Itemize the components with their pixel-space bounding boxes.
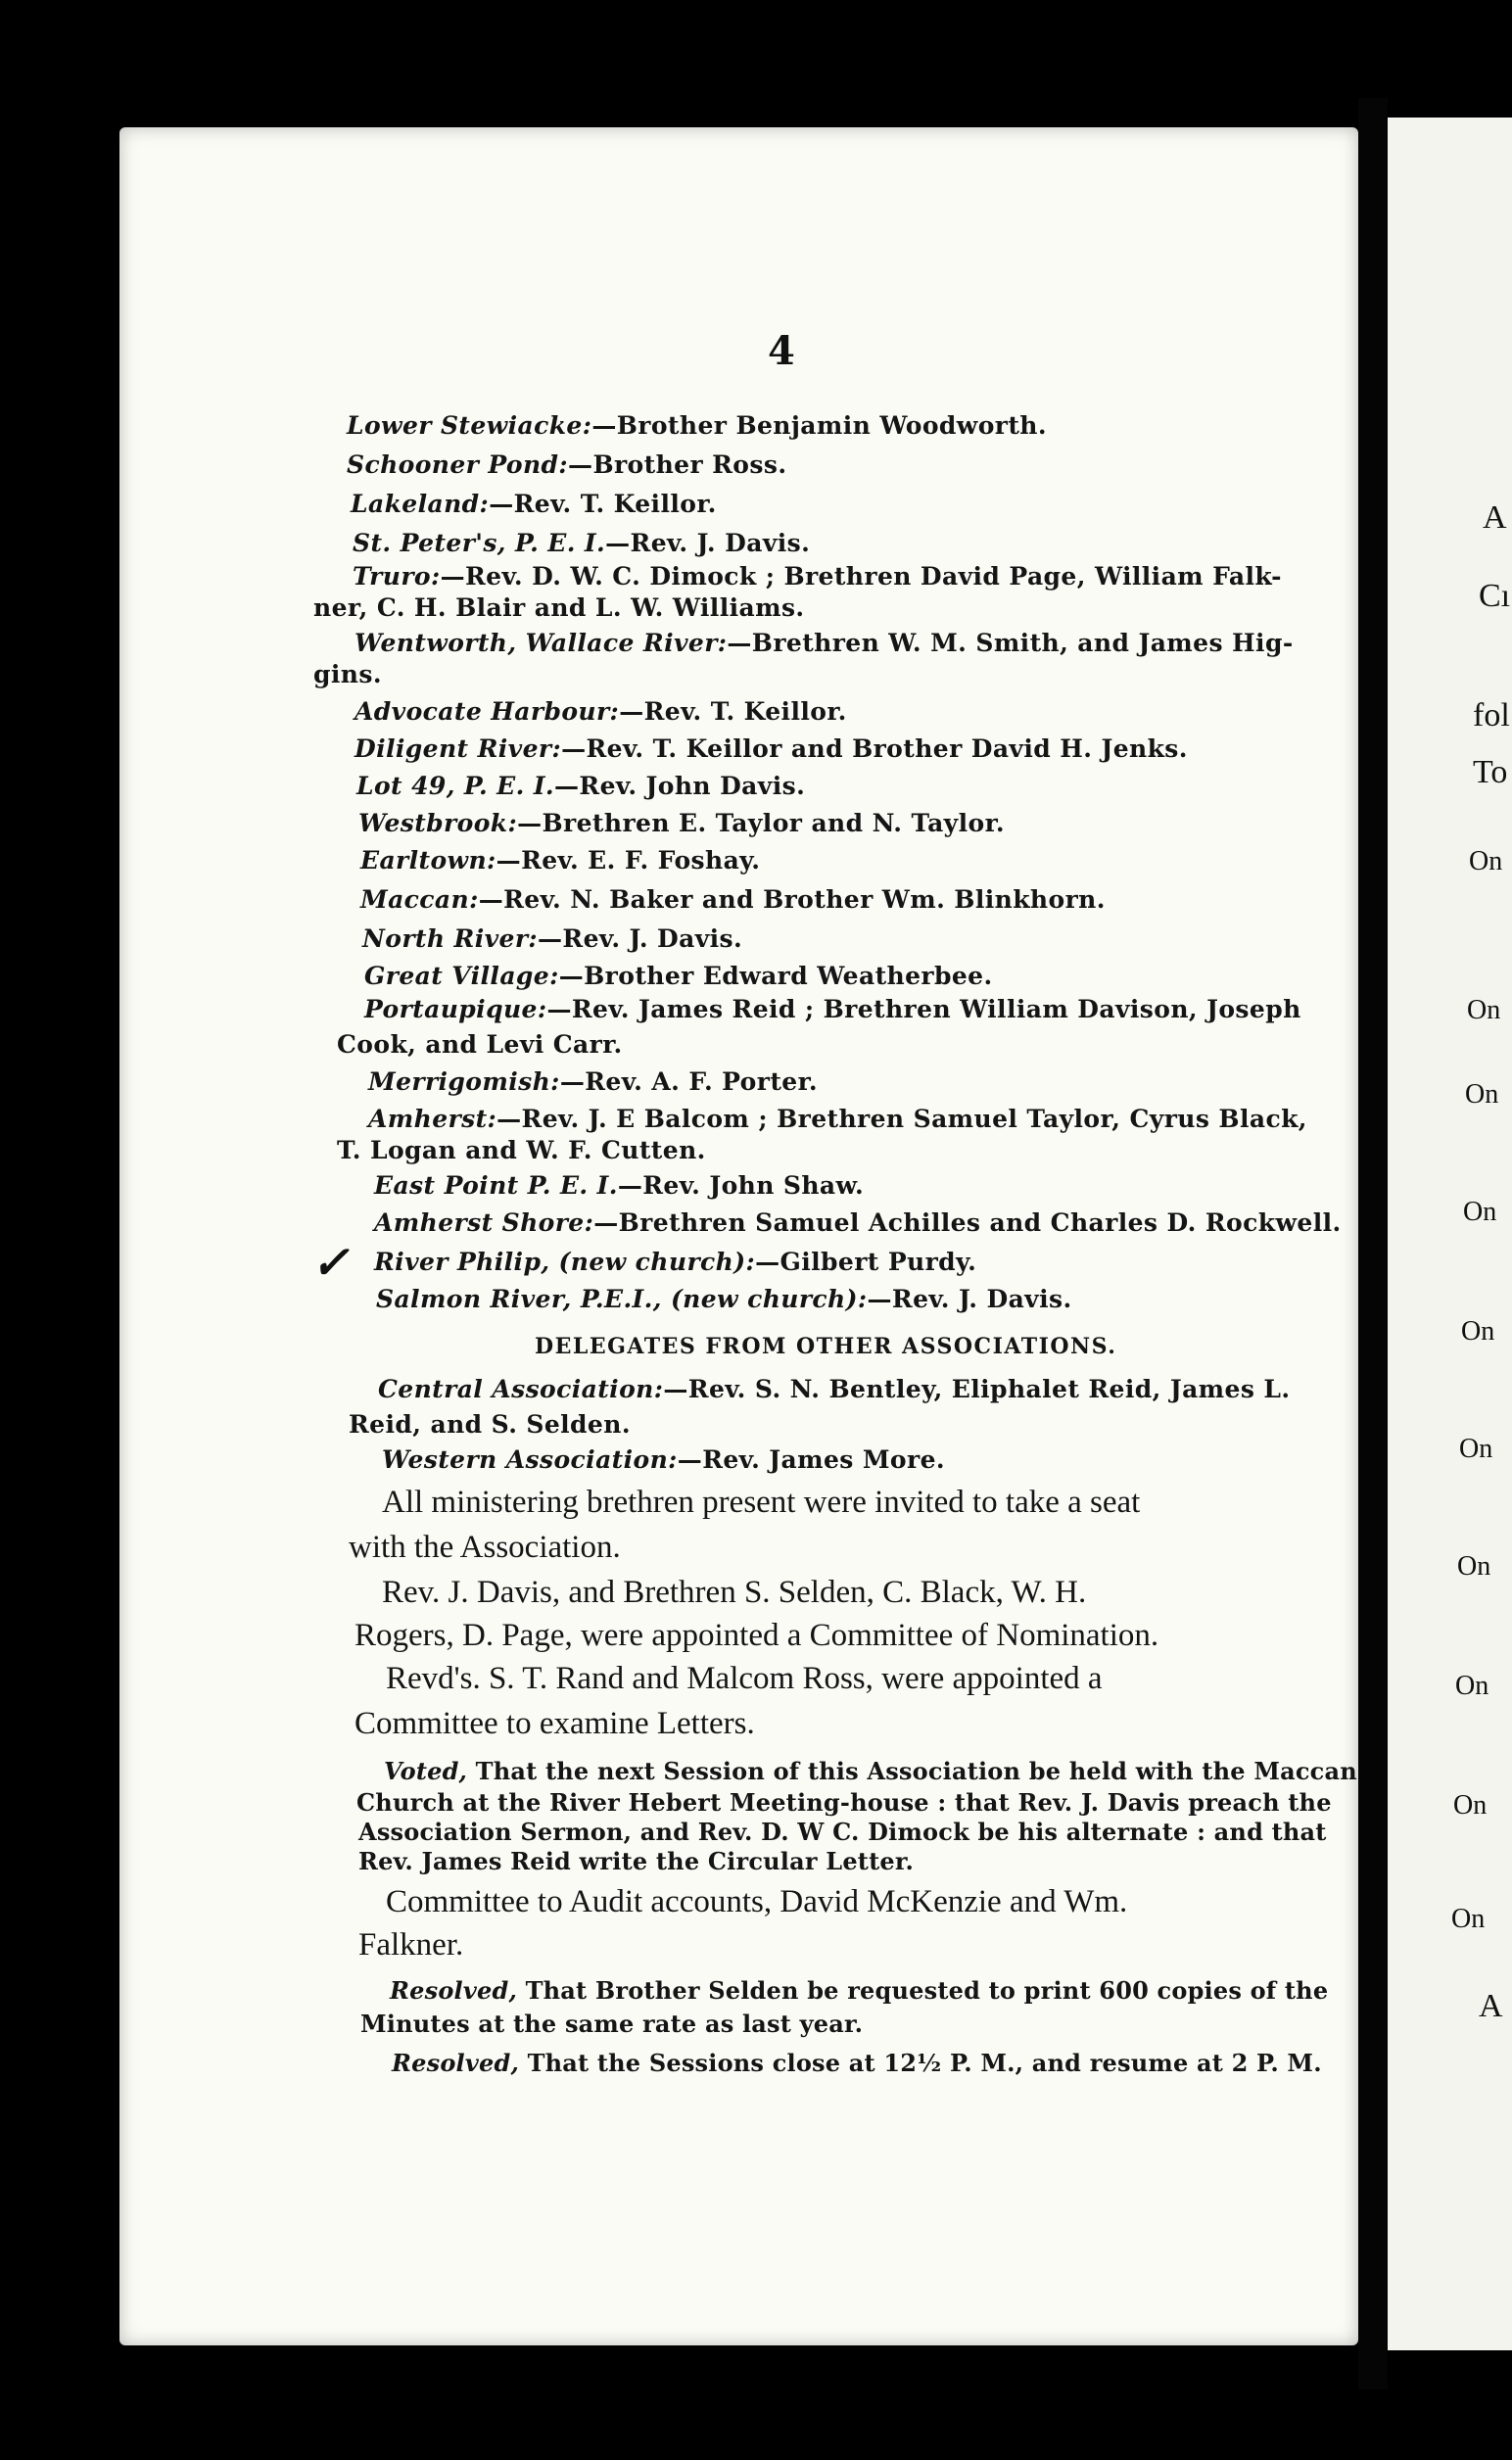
- text-line: [384, 1757, 1357, 1785]
- line-text: —Brethren W. M. Smith, and James Hig-: [727, 629, 1294, 657]
- line-text: Cook, and Levi Carr.: [337, 1030, 623, 1059]
- place-name: Merrigomish:: [368, 1067, 560, 1096]
- line-text: —Rev. John Shaw.: [617, 1171, 865, 1200]
- line-text: That the Sessions close at 12½ P. M., and resume at 2 P. M.: [519, 2049, 1322, 2077]
- line-text: —Rev. S. N. Bentley, Eliphalet Reid, James L.: [663, 1375, 1291, 1403]
- place-name: Lakeland:: [351, 490, 490, 518]
- paragraph-line: Committee to Audit accounts, David McKenzie and Wm.: [386, 1884, 1128, 1919]
- text-line: [351, 490, 717, 518]
- line-text: —Rev. T. Keillor and Brother David H. Jenks.: [561, 734, 1188, 763]
- text-line: [364, 995, 1301, 1023]
- line-text: —Gilbert Purdy.: [755, 1248, 977, 1276]
- place-name: Wentworth, Wallace River:: [354, 629, 728, 657]
- text-line: [374, 1248, 976, 1276]
- text-line: [392, 2049, 1322, 2077]
- line-text: —Rev. J. Davis.: [867, 1285, 1072, 1313]
- text-line: [390, 1976, 1328, 2005]
- line-text: —Rev. John Davis.: [554, 772, 806, 800]
- facing-page-word: Cı: [1479, 578, 1511, 614]
- paragraph-line: Rogers, D. Page, were appointed a Committee of Nomination.: [354, 1618, 1159, 1653]
- facing-page-word: To: [1473, 754, 1508, 790]
- facing-page-word: On: [1469, 846, 1503, 876]
- facing-page-word: On: [1465, 1079, 1499, 1110]
- paragraph-line: Rev. J. Davis, and Brethren S. Selden, C. Black, W. H.: [382, 1575, 1087, 1610]
- text-line: [347, 450, 786, 479]
- line-text: —Brother Edward Weatherbee.: [558, 962, 993, 990]
- text-line: [354, 629, 1294, 657]
- place-name: Central Association:: [378, 1375, 664, 1403]
- place-name: Amherst:: [368, 1105, 497, 1133]
- text-line: [360, 885, 1106, 914]
- line-text: —Brother Ross.: [568, 450, 787, 479]
- voted-label: Voted,: [384, 1757, 468, 1785]
- facing-page-word: On: [1467, 995, 1501, 1025]
- paragraph-line: Committee to examine Letters.: [354, 1706, 755, 1741]
- paragraph-line: with the Association.: [349, 1530, 621, 1565]
- facing-page-word: fol: [1473, 697, 1510, 733]
- line-text: —Brethren E. Taylor and N. Taylor.: [517, 809, 1005, 837]
- text-line: [349, 1410, 631, 1439]
- handwritten-checkmark: ✓: [311, 1236, 350, 1289]
- text-line: [353, 529, 810, 557]
- text-line: [337, 1136, 706, 1164]
- resolved-label: Resolved,: [392, 2049, 520, 2077]
- line-text: That the next Session of this Association be held with the Maccan: [467, 1757, 1357, 1785]
- line-text: —Rev. J. Davis.: [538, 924, 743, 953]
- text-line: [337, 1030, 623, 1059]
- place-name: Truro:: [353, 562, 441, 591]
- facing-page-word: On: [1455, 1671, 1489, 1701]
- line-text: —Rev. J. E Balcom ; Brethren Samuel Taylor, Cyrus Black,: [496, 1105, 1307, 1133]
- text-line: [358, 1818, 1327, 1846]
- place-name: Lot 49, P. E. I.: [356, 772, 555, 800]
- place-name: North River:: [362, 924, 539, 953]
- facing-page-word: On: [1459, 1434, 1493, 1464]
- text-line: [358, 809, 1005, 837]
- paragraph-line: Falkner.: [358, 1927, 464, 1963]
- text-line: [313, 593, 805, 622]
- line-text: —Brother Benjamin Woodworth.: [591, 411, 1047, 440]
- line-text: —Rev. T. Keillor.: [619, 697, 847, 726]
- place-name: Great Village:: [364, 962, 559, 990]
- line-text: —Rev. James More.: [677, 1445, 945, 1474]
- line-text: —Rev. D. W. C. Dimock ; Brethren David Page, William Falk-: [440, 562, 1282, 591]
- text-line: [382, 1445, 945, 1474]
- text-line: [358, 1847, 914, 1875]
- facing-page-word: On: [1461, 1316, 1495, 1347]
- line-text: —Brethren Samuel Achilles and Charles D. Rockwell.: [593, 1208, 1342, 1237]
- text-line: [354, 697, 847, 726]
- place-name: Advocate Harbour:: [354, 697, 620, 726]
- facing-page-word: A: [1479, 1988, 1503, 2024]
- place-name: Portaupique:: [364, 995, 547, 1023]
- text-line: [374, 1208, 1342, 1237]
- page-gutter: [1358, 98, 1388, 2389]
- place-name: St. Peter's, P. E. I.: [353, 529, 606, 557]
- text-line: [313, 660, 382, 688]
- line-text: Rev. James Reid write the Circular Letter.: [358, 1847, 915, 1875]
- text-line: [378, 1375, 1290, 1403]
- line-text: —Rev. T. Keillor.: [489, 490, 717, 518]
- facing-page-word: On: [1457, 1551, 1491, 1582]
- place-name: Westbrook:: [358, 809, 518, 837]
- page-number: 4: [768, 328, 795, 374]
- paragraph-line: All ministering brethren present were invited to take a seat: [382, 1485, 1141, 1520]
- place-name: River Philip, (new church):: [374, 1248, 756, 1276]
- place-name: East Point P. E. I.: [374, 1171, 618, 1200]
- line-text: Minutes at the same rate as last year.: [360, 2010, 864, 2038]
- place-name: Earltown:: [360, 846, 496, 875]
- line-text: —Rev. N. Baker and Brother Wm. Blinkhorn.: [478, 885, 1106, 914]
- text-line: [356, 1788, 1332, 1817]
- text-line: [354, 734, 1188, 763]
- line-text: ner, C. H. Blair and L. W. Williams.: [313, 593, 805, 622]
- paragraph-line: Revd's. S. T. Rand and Malcom Ross, were appointed a: [386, 1661, 1103, 1696]
- line-text: T. Logan and W. F. Cutten.: [337, 1136, 706, 1164]
- place-name: Schooner Pond:: [347, 450, 569, 479]
- line-text: Church at the River Hebert Meeting-house : that Rev. J. Davis preach the: [356, 1788, 1332, 1817]
- facing-page-word: On: [1453, 1790, 1488, 1821]
- text-line: [364, 962, 993, 990]
- facing-page-word: On: [1451, 1904, 1486, 1934]
- text-line: [356, 772, 805, 800]
- section-heading: DELEGATES FROM OTHER ASSOCIATIONS.: [535, 1334, 1117, 1359]
- line-text: gins.: [313, 660, 382, 688]
- text-line: [353, 562, 1282, 591]
- line-text: —Rev. E. F. Foshay.: [496, 846, 761, 875]
- text-line: [368, 1105, 1307, 1133]
- line-text: Association Sermon, and Rev. D. W C. Dimock be his alternate : and that: [358, 1818, 1327, 1846]
- place-name: Western Association:: [382, 1445, 678, 1474]
- place-name: Lower Stewiacke:: [347, 411, 592, 440]
- text-line: [368, 1067, 818, 1096]
- resolved-label: Resolved,: [390, 1976, 518, 2005]
- line-text: That Brother Selden be requested to print 600 copies of the: [517, 1976, 1329, 2005]
- text-line: [360, 2010, 863, 2038]
- text-line: [362, 924, 742, 953]
- facing-page-word: On: [1463, 1197, 1497, 1227]
- text-line: [360, 846, 760, 875]
- line-text: —Rev. A. F. Porter.: [559, 1067, 818, 1096]
- place-name: Diligent River:: [354, 734, 562, 763]
- place-name: Salmon River, P.E.I., (new church):: [376, 1285, 868, 1313]
- line-text: Reid, and S. Selden.: [349, 1410, 631, 1439]
- text-line: [376, 1285, 1072, 1313]
- line-text: —Rev. James Reid ; Brethren William Davison, Joseph: [546, 995, 1301, 1023]
- text-line: [374, 1171, 864, 1200]
- text-line: [347, 411, 1047, 440]
- line-text: —Rev. J. Davis.: [605, 529, 811, 557]
- facing-page-word: A: [1483, 499, 1507, 536]
- place-name: Amherst Shore:: [374, 1208, 594, 1237]
- place-name: Maccan:: [360, 885, 479, 914]
